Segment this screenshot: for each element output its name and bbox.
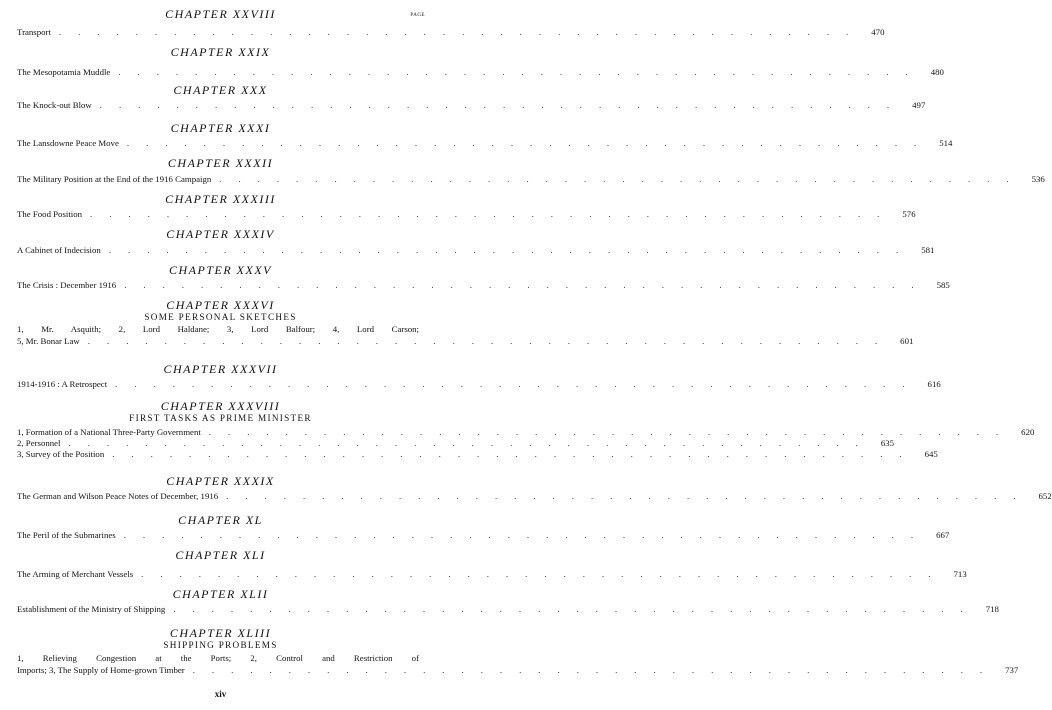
dot-leader: .......................................... [87,336,895,346]
dot-leader: .......................................... [173,604,980,614]
entry-page-number: 497 [912,100,926,110]
dot-leader: .......................................... [219,174,1026,184]
dot-leader: .......................................... [90,209,897,219]
entry-title: The Knock-out Blow [17,100,92,110]
contents-entry [17,279,950,291]
contents-entry [17,529,950,541]
entry-title: A Cabinet of Indecision [17,245,101,255]
chapter-heading: CHAPTER XXXIV [166,227,275,241]
entry-page-number: 620 [1021,427,1035,437]
entry-title: The Food Position [17,209,83,219]
contents-entry [17,26,885,38]
contents-entry [17,173,1045,185]
entry-page-number: 652 [1038,491,1052,501]
entry-title: The Crisis : December 1916 [17,280,117,290]
entry-page-number: 616 [927,379,941,389]
contents-entry [17,664,1019,676]
entry-title: The Peril of the Submarines [17,530,116,540]
section-subtitle: SHIPPING PROBLEMS [163,640,278,650]
chapter-heading: CHAPTER XXXIII [165,192,276,206]
section-subtitle: FIRST TASKS AS PRIME MINISTER [129,413,312,423]
contents-entry [17,603,999,615]
entry-page-number: 576 [902,209,916,219]
chapter-heading: CHAPTER XXXV [169,263,272,277]
contents-entry [17,448,938,460]
entry-title: 1914-1916 : A Retrospect [17,379,108,389]
entry-page-number: 536 [1031,174,1045,184]
entry-title: 2, Personnel [17,438,61,448]
dot-leader: .......................................... [124,280,931,290]
entry-page-number: 645 [924,449,938,459]
contents-entry [17,208,916,220]
chapter-heading: CHAPTER XXXVI [166,298,275,312]
dot-leader: .......................................... [126,138,934,148]
dot-leader: .......................................... [58,27,866,37]
entry-page-number: 601 [900,336,914,346]
entry-page-number: 737 [1005,665,1019,675]
dot-leader: .......................................... [68,438,875,448]
contents-entry [17,137,953,149]
dot-leader: .......................................... [115,379,922,389]
chapter-heading: CHAPTER XL [178,513,263,527]
entry-page-number: 713 [953,569,967,579]
entry-title: Establishment of the Ministry of Shipping [17,604,166,614]
entry-page-number: 514 [939,138,953,148]
entry-title: 3, Survey of the Position [17,449,105,459]
dot-leader: .......................................... [112,449,919,459]
contents-entry [17,490,1052,502]
contents-entry [17,66,944,78]
entry-title: 1, Formation of a National Three-Party Government [17,427,201,437]
dot-leader: .......................................... [226,491,1033,501]
chapter-heading: CHAPTER XXXVII [163,362,278,376]
entry-title: The Arming of Merchant Vessels [17,569,134,579]
dot-leader: .......................................... [108,245,916,255]
dot-leader: .......................................... [208,427,1016,437]
entry-page-number: 585 [936,280,950,290]
entry-title: The Lansdowne Peace Move [17,138,119,148]
dot-leader: .......................................... [99,100,907,110]
contents-entry [17,99,926,111]
entry-page-number: 718 [985,604,999,614]
entry-title: The Military Position at the End of the 1916 Campaign [17,174,212,184]
entry-title: The German and Wilson Peace Notes of December, 1916 [17,491,219,501]
page-folio: xiv [214,689,227,699]
dot-leader: .......................................... [123,530,931,540]
contents-entry [17,568,967,580]
contents-entry [17,378,941,390]
dot-leader: .......................................... [192,665,1000,675]
entry-title: Imports; 3, The Supply of Home-grown Timber [17,665,185,675]
entry-title: Transport [17,27,51,37]
entry-title-line: 1, Relieving Congestion at the Ports; 2, Control and Restriction of [17,653,419,663]
chapter-heading: CHAPTER XLII [172,587,269,601]
contents-entry [17,244,935,256]
dot-leader: .......................................... [118,67,925,77]
section-subtitle: SOME PERSONAL SKETCHES [144,312,297,322]
chapter-heading: CHAPTER XXXII [167,156,274,170]
entry-page-number: 667 [936,530,950,540]
page-column-label: PAGE [410,13,425,18]
chapter-heading: CHAPTER XXIX [170,45,271,59]
chapter-heading: CHAPTER XLIII [169,626,272,640]
chapter-heading: CHAPTER XXXIX [166,474,275,488]
entry-page-number: 635 [880,438,895,448]
chapter-heading: CHAPTER XXXVIII [160,399,281,413]
chapter-heading: CHAPTER XXVIII [165,7,276,21]
entry-title-line: 1, Mr. Asquith; 2, Lord Haldane; 3, Lord Balfour; 4, Lord Carson; [17,324,419,334]
chapter-heading: CHAPTER XXXI [170,121,271,135]
entry-title: The Mesopotamia Muddle [17,67,111,77]
entry-page-number: 480 [930,67,944,77]
chapter-heading: CHAPTER XLI [175,548,266,562]
entry-page-number: 470 [871,27,885,37]
entry-title: 5, Mr. Bonar Law [17,336,80,346]
dot-leader: .......................................... [141,569,948,579]
chapter-heading: CHAPTER XXX [173,83,268,97]
entry-page-number: 581 [921,245,935,255]
contents-entry [17,335,914,347]
